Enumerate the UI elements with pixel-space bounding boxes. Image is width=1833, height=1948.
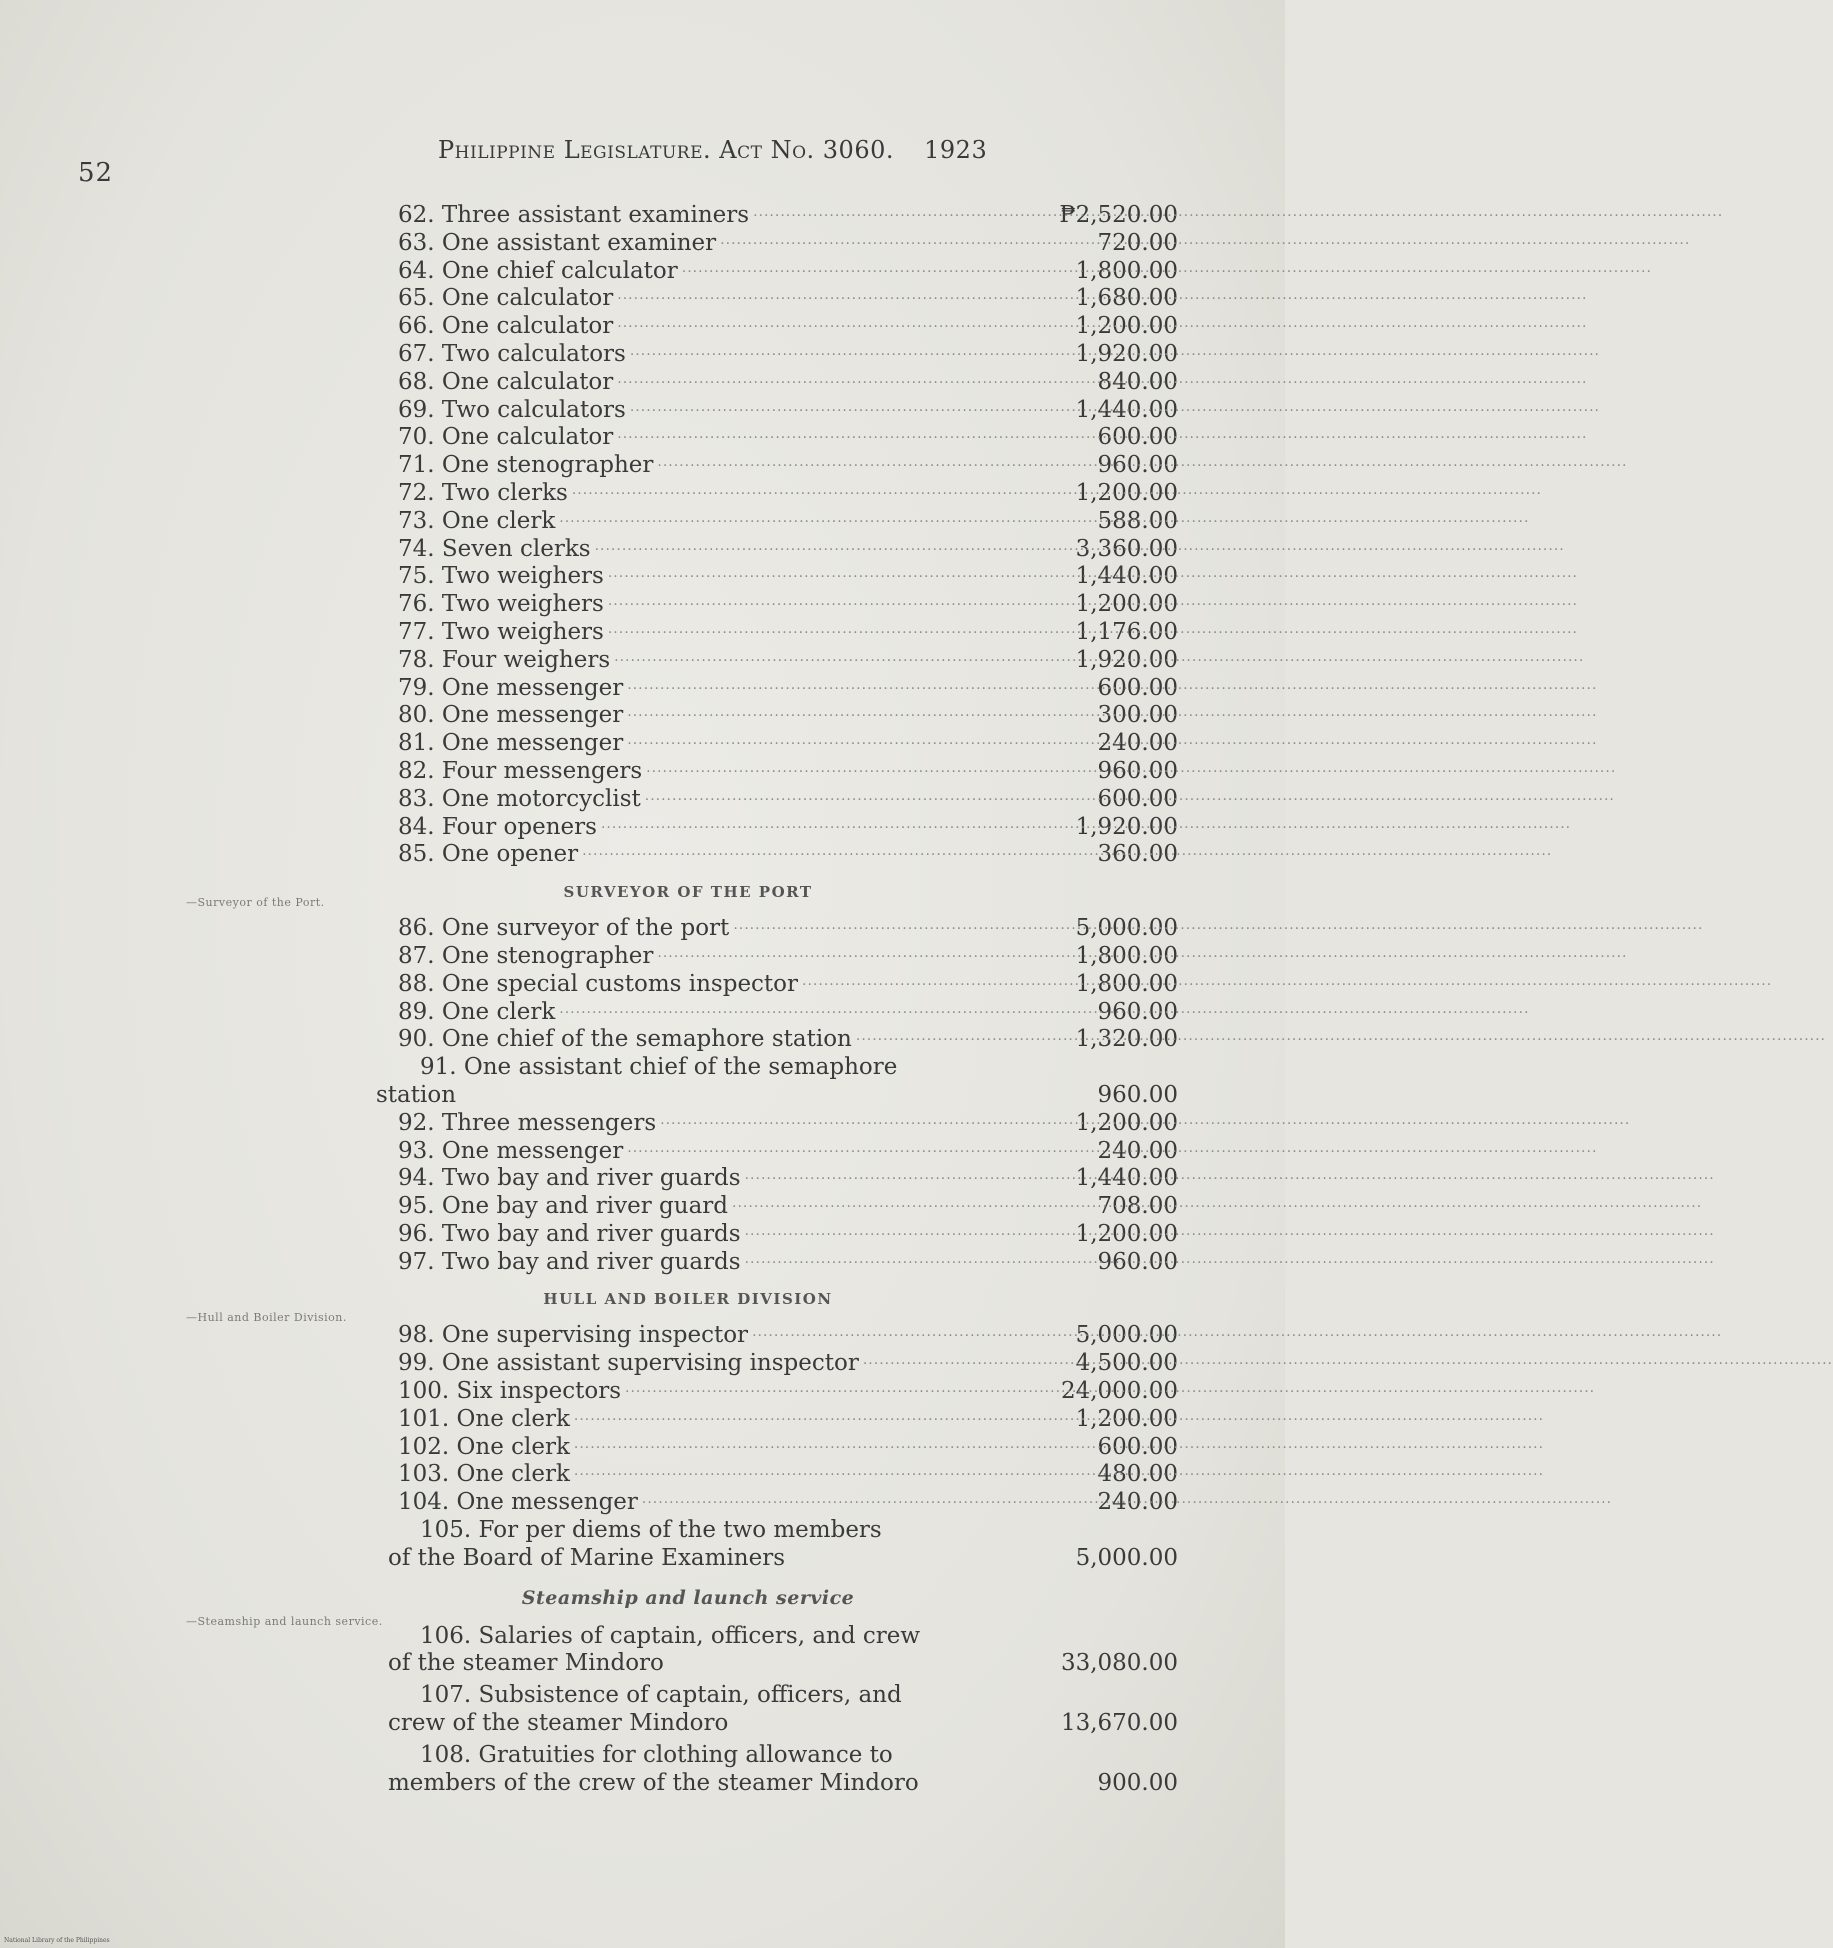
item-label: 87. One stenographer bbox=[398, 942, 654, 969]
item-label: 63. One assistant examiner bbox=[398, 229, 717, 256]
list-item bbox=[398, 285, 1178, 313]
item-amount: 960.00 bbox=[1097, 757, 1178, 784]
item-amount: 33,080.00 bbox=[1060, 1650, 1178, 1677]
margin-note-steamship: —Steamship and launch service. bbox=[186, 1615, 383, 1628]
item-label: 97. Two bay and river guards bbox=[398, 1248, 741, 1275]
list-item bbox=[398, 1165, 1178, 1193]
item-amount: 600.00 bbox=[1097, 785, 1178, 812]
item-label: 90. One chief of the semaphore station bbox=[398, 1026, 852, 1053]
item-label: 93. One messenger bbox=[398, 1137, 624, 1164]
list-item bbox=[388, 1741, 1178, 1798]
item-label: 83. One motorcyclist bbox=[398, 785, 641, 812]
item-amount: 960.00 bbox=[1097, 1081, 1178, 1108]
list-item bbox=[398, 508, 1178, 536]
list-item bbox=[398, 758, 1178, 786]
list-item bbox=[398, 313, 1178, 341]
list-item bbox=[398, 1378, 1178, 1406]
item-label: 78. Four weighers bbox=[398, 646, 611, 673]
item-label: 69. Two calculators bbox=[398, 396, 626, 423]
item-label: 85. One opener bbox=[398, 841, 579, 868]
item-amount: 900.00 bbox=[1097, 1769, 1178, 1796]
item-amount: 240.00 bbox=[1097, 1489, 1178, 1516]
item-amount: 3,360.00 bbox=[1075, 535, 1178, 562]
item-amount: 840.00 bbox=[1097, 368, 1178, 395]
item-label-cont: station bbox=[376, 1081, 457, 1108]
item-amount: 588.00 bbox=[1097, 507, 1178, 534]
item-label: 70. One calculator bbox=[398, 424, 614, 451]
list-item bbox=[398, 1489, 1178, 1517]
item-label: 105. For per diems of the two members bbox=[420, 1517, 882, 1544]
item-amount: 300.00 bbox=[1097, 702, 1178, 729]
list-item bbox=[398, 341, 1178, 369]
list-item bbox=[376, 1054, 1178, 1110]
running-head-act: Act No. 3060. bbox=[719, 136, 894, 164]
item-label: 98. One supervising inspector bbox=[398, 1322, 749, 1349]
list-item bbox=[398, 230, 1178, 258]
item-label: 73. One clerk bbox=[398, 507, 556, 534]
list-item bbox=[398, 702, 1178, 730]
list-item bbox=[398, 424, 1178, 452]
list-item bbox=[398, 536, 1178, 564]
list-item bbox=[398, 452, 1178, 480]
item-amount: 960.00 bbox=[1097, 1248, 1178, 1275]
list-item bbox=[398, 1350, 1178, 1378]
item-amount: 1,440.00 bbox=[1075, 396, 1178, 423]
item-label: 104. One messenger bbox=[398, 1489, 638, 1516]
list-item bbox=[398, 1138, 1178, 1166]
item-label: 95. One bay and river guard bbox=[398, 1193, 729, 1220]
item-label-cont: members of the crew of the steamer Mindoro bbox=[388, 1769, 919, 1796]
list-item bbox=[398, 591, 1178, 619]
item-label: 68. One calculator bbox=[398, 368, 614, 395]
item-label: 103. One clerk bbox=[398, 1461, 570, 1488]
item-label: 89. One clerk bbox=[398, 998, 556, 1025]
item-amount: 708.00 bbox=[1097, 1193, 1178, 1220]
list-item bbox=[398, 369, 1178, 397]
list-item bbox=[398, 971, 1178, 999]
item-amount: 1,320.00 bbox=[1075, 1026, 1178, 1053]
item-amount: 360.00 bbox=[1097, 841, 1178, 868]
list-item bbox=[398, 1249, 1178, 1277]
item-amount: 1,200.00 bbox=[1075, 591, 1178, 618]
item-amount: 24,000.00 bbox=[1060, 1378, 1178, 1405]
item-label: 65. One calculator bbox=[398, 285, 614, 312]
item-label: 84. Four openers bbox=[398, 813, 597, 840]
item-amount: ₱2,520.00 bbox=[1059, 202, 1178, 228]
item-amount: 600.00 bbox=[1097, 674, 1178, 701]
footer-credit: National Library of the Philippines bbox=[4, 1937, 110, 1944]
list-item bbox=[388, 1517, 1178, 1573]
section-heading-hull: HULL AND BOILER DIVISION bbox=[543, 1290, 833, 1309]
running-head-title: Philippine Legislature. bbox=[438, 136, 712, 164]
item-amount: 240.00 bbox=[1097, 1137, 1178, 1164]
list-item bbox=[398, 1322, 1178, 1350]
item-amount: 720.00 bbox=[1097, 229, 1178, 256]
item-amount: 1,920.00 bbox=[1075, 813, 1178, 840]
items-surveyor-after-group bbox=[398, 1110, 1178, 1277]
item-amount: 4,500.00 bbox=[1075, 1350, 1178, 1377]
list-item bbox=[398, 258, 1178, 286]
item-amount: 480.00 bbox=[1097, 1461, 1178, 1488]
list-item bbox=[388, 1622, 1178, 1679]
item-amount: 1,176.00 bbox=[1075, 618, 1178, 645]
item-label: 91. One assistant chief of the semaphore bbox=[420, 1054, 898, 1081]
item-amount: 1,200.00 bbox=[1075, 1220, 1178, 1247]
item-label: 79. One messenger bbox=[398, 674, 624, 701]
item-label: 88. One special customs inspector bbox=[398, 970, 799, 997]
list-item bbox=[398, 1110, 1178, 1138]
item-amount: 960.00 bbox=[1097, 452, 1178, 479]
items-hull-group bbox=[398, 1322, 1178, 1517]
items-surveyor-group bbox=[398, 915, 1178, 1054]
item-label: 72. Two clerks bbox=[398, 479, 568, 506]
section-heading-steamship: Steamship and launch service bbox=[521, 1586, 855, 1609]
list-item bbox=[398, 841, 1178, 869]
list-item bbox=[398, 480, 1178, 508]
running-head bbox=[438, 136, 1138, 164]
item-label: 64. One chief calculator bbox=[398, 257, 678, 284]
items-top-group bbox=[398, 202, 1178, 869]
list-item bbox=[398, 1434, 1178, 1462]
item-amount: 1,920.00 bbox=[1075, 646, 1178, 673]
item-label: 92. Three messengers bbox=[398, 1109, 657, 1136]
appropriation-list bbox=[376, 202, 1178, 1797]
item-amount: 5,000.00 bbox=[1075, 1322, 1178, 1349]
item-label: 67. Two calculators bbox=[398, 340, 626, 367]
list-item bbox=[398, 619, 1178, 647]
item-label: 82. Four messengers bbox=[398, 757, 643, 784]
list-item bbox=[398, 1221, 1178, 1249]
item-label-cont: of the Board of Marine Examiners bbox=[388, 1544, 786, 1571]
list-item bbox=[398, 999, 1178, 1027]
item-label: 62. Three assistant examiners bbox=[398, 202, 750, 228]
item-amount: 960.00 bbox=[1097, 998, 1178, 1025]
item-label: 80. One messenger bbox=[398, 702, 624, 729]
item-label: 102. One clerk bbox=[398, 1433, 570, 1460]
item-amount: 600.00 bbox=[1097, 1433, 1178, 1460]
item-amount: 5,000.00 bbox=[1075, 915, 1178, 942]
section-heading-surveyor: SURVEYOR OF THE PORT bbox=[563, 883, 813, 902]
item-label: 99. One assistant supervising inspector bbox=[398, 1350, 859, 1377]
list-item bbox=[398, 814, 1178, 842]
list-item bbox=[398, 1406, 1178, 1434]
item-label: 108. Gratuities for clothing allowance to bbox=[420, 1741, 893, 1768]
item-amount: 1,440.00 bbox=[1075, 1165, 1178, 1192]
item-label: 74. Seven clerks bbox=[398, 535, 591, 562]
item-amount: 5,000.00 bbox=[1075, 1544, 1178, 1571]
item-amount: 1,920.00 bbox=[1075, 340, 1178, 367]
item-label-cont: crew of the steamer Mindoro bbox=[388, 1710, 729, 1737]
item-label: 100. Six inspectors bbox=[398, 1378, 621, 1405]
running-head-year: 1923 bbox=[924, 136, 988, 164]
item-label: 77. Two weighers bbox=[398, 618, 604, 645]
list-item bbox=[398, 563, 1178, 591]
item-amount: 1,200.00 bbox=[1075, 1405, 1178, 1432]
item-label: 75. Two weighers bbox=[398, 563, 604, 590]
list-item bbox=[398, 786, 1178, 814]
margin-note-surveyor: —Surveyor of the Port. bbox=[186, 896, 325, 909]
item-amount: 1,800.00 bbox=[1075, 970, 1178, 997]
item-amount: 240.00 bbox=[1097, 730, 1178, 757]
item-amount: 1,800.00 bbox=[1075, 257, 1178, 284]
item-label: 76. Two weighers bbox=[398, 591, 604, 618]
item-label: 107. Subsistence of captain, officers, and bbox=[420, 1682, 902, 1709]
item-label: 81. One messenger bbox=[398, 730, 624, 757]
list-item bbox=[388, 1682, 1178, 1738]
list-item bbox=[398, 1026, 1178, 1054]
item-amount: 1,200.00 bbox=[1075, 479, 1178, 506]
item-label: 66. One calculator bbox=[398, 313, 614, 340]
item-amount: 1,200.00 bbox=[1075, 313, 1178, 340]
item-label: 71. One stenographer bbox=[398, 452, 654, 479]
margin-note-hull: —Hull and Boiler Division. bbox=[186, 1311, 347, 1324]
item-label: 86. One surveyor of the port bbox=[398, 915, 730, 942]
item-amount: 1,800.00 bbox=[1075, 942, 1178, 969]
list-item bbox=[398, 202, 1178, 230]
item-label: 96. Two bay and river guards bbox=[398, 1220, 741, 1247]
list-item bbox=[398, 915, 1178, 943]
item-label: 94. Two bay and river guards bbox=[398, 1165, 741, 1192]
page-number: 52 bbox=[78, 158, 114, 188]
item-amount: 13,670.00 bbox=[1060, 1710, 1178, 1737]
item-amount: 1,200.00 bbox=[1075, 1109, 1178, 1136]
list-item bbox=[398, 675, 1178, 703]
list-item bbox=[398, 397, 1178, 425]
item-amount: 600.00 bbox=[1097, 424, 1178, 451]
item-amount: 1,680.00 bbox=[1075, 285, 1178, 312]
list-item bbox=[398, 730, 1178, 758]
list-item bbox=[398, 647, 1178, 675]
list-item bbox=[398, 1193, 1178, 1221]
item-label-cont: of the steamer Mindoro bbox=[388, 1650, 664, 1677]
item-label: 101. One clerk bbox=[398, 1405, 570, 1432]
item-label: 106. Salaries of captain, officers, and crew bbox=[420, 1622, 921, 1649]
list-item bbox=[398, 943, 1178, 971]
item-amount: 1,440.00 bbox=[1075, 563, 1178, 590]
list-item bbox=[398, 1461, 1178, 1489]
